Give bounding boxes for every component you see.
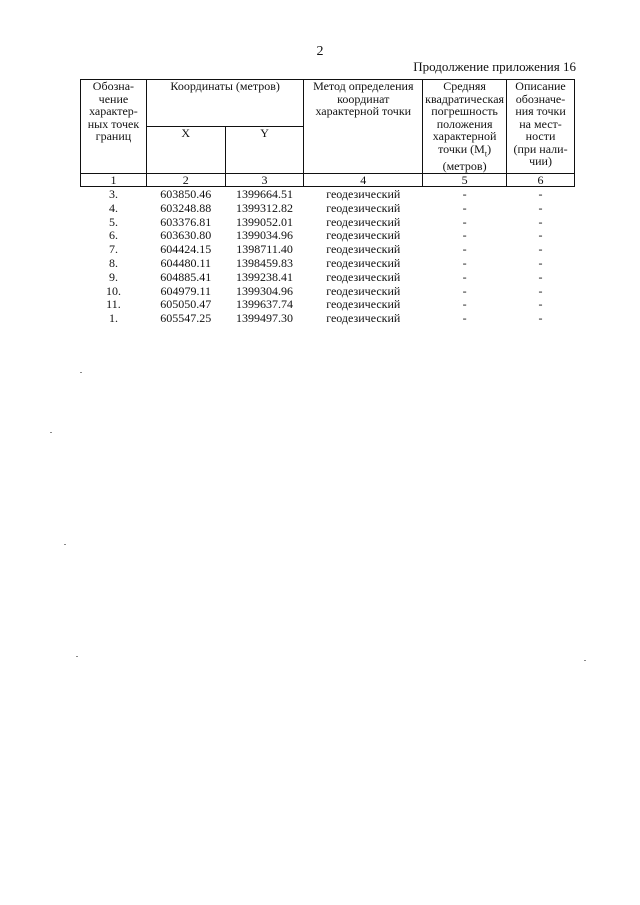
column-number: 1: [81, 173, 147, 187]
table-row: [81, 215, 575, 229]
cell-x: 603376.81: [160, 214, 212, 229]
scan-speck: [584, 660, 586, 661]
cell-method: геодезический: [326, 242, 401, 257]
cell-x: 604979.11: [160, 283, 212, 298]
header-method: Метод определения координат характерной точки: [304, 80, 423, 174]
cell-y: 1399238.41: [236, 269, 294, 284]
header-coordinates: Координаты (метров): [146, 80, 304, 127]
cell-method: геодезический: [326, 311, 401, 326]
cell-description: -: [538, 269, 543, 284]
table-row: [81, 284, 575, 298]
cell-method: геодезический: [326, 256, 401, 271]
cell-point: 4.: [108, 200, 118, 215]
table-row: [81, 298, 575, 312]
cell-y: 1399664.51: [236, 187, 294, 202]
cell-point: 1.: [108, 311, 118, 326]
cell-description: -: [538, 242, 543, 257]
cell-method: геодезический: [326, 297, 401, 312]
header-y: Y: [225, 126, 304, 173]
cell-accuracy: -: [462, 228, 467, 243]
header-x: X: [146, 126, 225, 173]
column-number: 2: [146, 173, 225, 187]
table-row: [81, 312, 575, 326]
cell-accuracy: -: [462, 256, 467, 271]
column-number: 4: [304, 173, 423, 187]
cell-accuracy: -: [462, 187, 467, 202]
column-number-row: [81, 173, 575, 187]
cell-accuracy: -: [462, 283, 467, 298]
cell-method: геодезический: [326, 228, 401, 243]
header-point-designation: Обозна- чение характер- ных точек границ: [81, 80, 147, 174]
coordinates-table: [80, 79, 575, 325]
cell-method: геодезический: [326, 283, 401, 298]
cell-description: -: [538, 297, 543, 312]
cell-description: -: [538, 228, 543, 243]
table-row: [81, 229, 575, 243]
cell-y: 1399637.74: [236, 297, 294, 312]
scan-speck: [76, 656, 78, 657]
cell-accuracy: -: [462, 200, 467, 215]
page-number: 2: [316, 44, 324, 59]
cell-method: геодезический: [326, 269, 401, 284]
cell-x: 605547.25: [160, 311, 212, 326]
cell-point: 11.: [106, 297, 121, 312]
cell-x: 603850.46: [160, 187, 212, 202]
scan-speck: [80, 372, 82, 373]
cell-x: 604885.41: [160, 269, 212, 284]
cell-y: 1399304.96: [236, 283, 294, 298]
header-description: Описание обозначе- ния точки на мест- ности (при нали- чии): [507, 80, 575, 174]
cell-x: 604480.11: [160, 256, 212, 271]
cell-y: 1398459.83: [236, 256, 294, 271]
table-row: [81, 201, 575, 215]
cell-description: -: [538, 187, 543, 202]
cell-method: геодезический: [326, 187, 401, 202]
continuation-caption: Продолжение приложения 16: [413, 59, 576, 74]
cell-y: 1399312.82: [236, 200, 294, 215]
cell-x: 604424.15: [160, 242, 212, 257]
column-number: 6: [507, 173, 575, 187]
cell-point: 8.: [108, 256, 118, 271]
cell-y: 1398711.40: [236, 242, 293, 257]
cell-description: -: [538, 214, 543, 229]
cell-method: геодезический: [326, 200, 401, 215]
cell-y: 1399034.96: [236, 228, 294, 243]
cell-point: 7.: [108, 242, 118, 257]
cell-x: 603248.88: [160, 200, 212, 215]
cell-point: 3.: [108, 187, 118, 202]
cell-accuracy: -: [462, 214, 467, 229]
cell-description: -: [538, 200, 543, 215]
header-accuracy: Средняя квадратическая погрешность положения характерной точки $(M_t)$ (метров): [423, 80, 507, 174]
cell-accuracy: -: [462, 297, 467, 312]
cell-accuracy: -: [462, 242, 467, 257]
table-row: [81, 243, 575, 257]
table-row: [81, 270, 575, 284]
cell-point: 9.: [108, 269, 118, 284]
cell-point: 6.: [108, 228, 118, 243]
cell-x: 605050.47: [160, 297, 212, 312]
cell-accuracy: -: [462, 311, 467, 326]
table-row: [81, 256, 575, 270]
cell-y: 1399052.01: [236, 214, 294, 229]
table-row: [81, 187, 575, 201]
cell-description: -: [538, 311, 543, 326]
cell-description: -: [538, 283, 543, 298]
scan-speck: [50, 432, 52, 433]
cell-accuracy: -: [462, 269, 467, 284]
column-number: 3: [225, 173, 304, 187]
cell-method: геодезический: [326, 214, 401, 229]
cell-point: 10.: [105, 283, 121, 298]
cell-description: -: [538, 256, 543, 271]
cell-x: 603630.80: [160, 228, 212, 243]
cell-point: 5.: [108, 214, 118, 229]
cell-y: 1399497.30: [236, 311, 294, 326]
scan-speck: [64, 544, 66, 545]
column-number: 5: [423, 173, 507, 187]
